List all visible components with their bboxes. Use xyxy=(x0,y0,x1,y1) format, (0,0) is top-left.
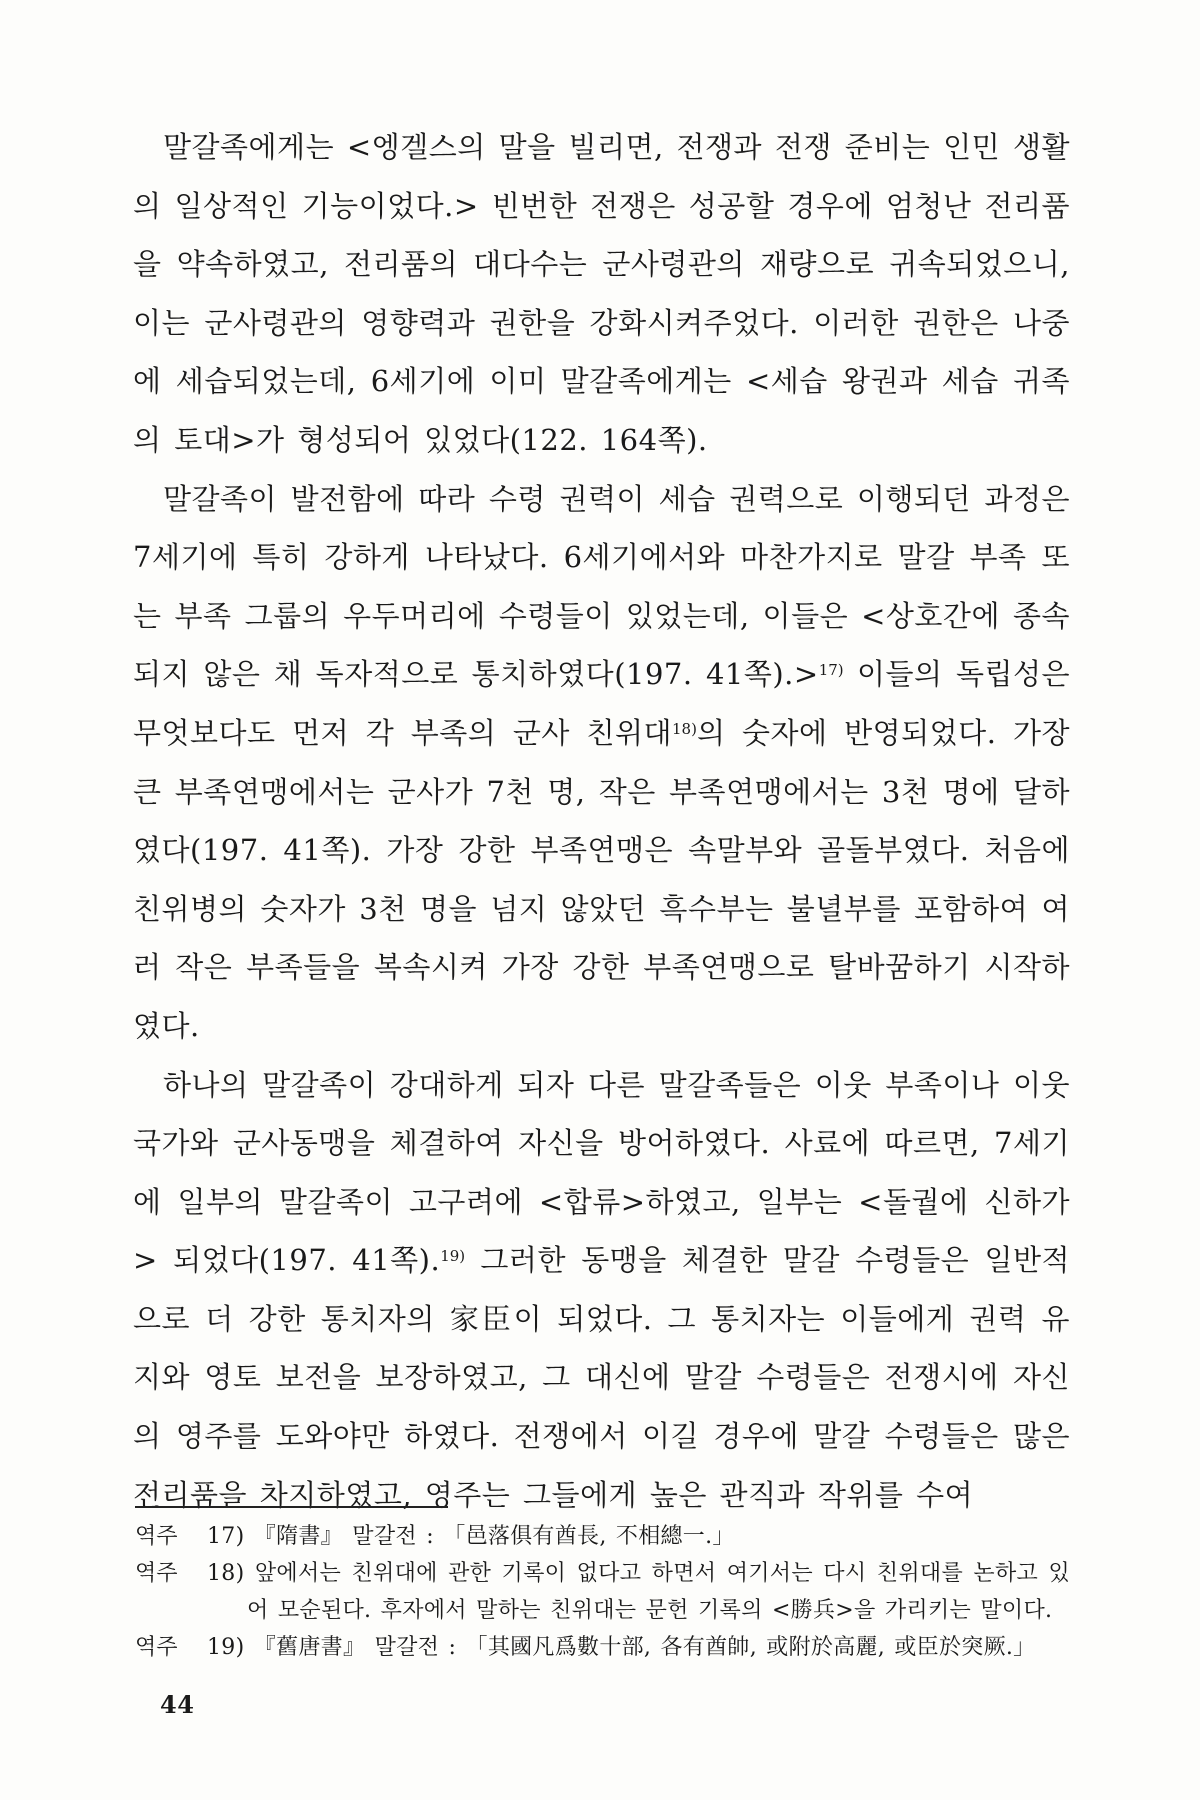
footnote-label: 역주 xyxy=(135,1524,178,1549)
footnote-label: 역주 xyxy=(135,1561,178,1586)
footnote-divider xyxy=(135,1506,448,1508)
footnote-text: 19) 『舊唐書』 말갈전 : 「其國凡爲數十部, 各有酋帥, 或附於高麗, 或臣於突厥.」 xyxy=(207,1635,1036,1660)
page-number: 44 xyxy=(160,1690,195,1719)
footnote-ref-18[interactable]: 18) xyxy=(672,719,697,738)
paragraph-text: 말갈족이 발전함에 따라 수령 권력이 세습 권력으로 이행되던 과정은 7세기에 특히 강하게 나타났다. 6세기에서와 마찬가지로 말갈 부족 또는 부족 그룹의 우두머리에 수령들이 있었는데, 이들은 <상호간에 종속되지 않은 채 독자적으로 통치하였다(197. 41쪽).> xyxy=(133,481,1070,692)
footnote-18 xyxy=(135,1555,1070,1629)
footnote-text: 17) 『隋書』 말갈전 : 「邑落俱有酋長, 不相總一.」 xyxy=(207,1524,735,1549)
paragraph-1 xyxy=(133,118,1070,470)
footnote-19 xyxy=(135,1629,1070,1666)
paragraph-2 xyxy=(133,470,1070,1056)
paragraph-text: 하나의 말갈족이 강대하게 되자 다른 말갈족들은 이웃 부족이나 이웃 국가와 군사동맹을 체결하여 자신을 방어하였다. 사료에 따르면, 7세기에 일부의 말갈족이 고구려에 <합류>하였고, 일부는 <돌궐에 신하가> 되었다(197. 41쪽). xyxy=(133,1067,1070,1278)
footnote-17 xyxy=(135,1518,1070,1555)
paragraph-text: 이들의 독립성은 무엇보다도 먼저 각 부족의 군사 친위대 xyxy=(133,657,1070,750)
footnote-ref-19[interactable]: 19) xyxy=(440,1247,466,1266)
paragraph-text: 말갈족에게는 <엥겔스의 말을 빌리면, 전쟁과 전쟁 준비는 인민 생활의 일상적인 기능이었다.> 빈번한 전쟁은 성공할 경우에 엄청난 전리품을 약속하였고, 전리품의 대다수는 군사령관의 재량으로 귀속되었으니, 이는 군사령관의 영향력과 권한을 강화시켜주었다. 이러한 권한은 나중에 세습되었는데, 6세기에 이미 말갈족에게는 <세습 왕권과 세습 귀족의 토대>가 형성되어 있었다(122. 164쪽). xyxy=(133,130,1070,457)
paragraph-text: 의 숫자에 반영되었다. 가장 큰 부족연맹에서는 군사가 7천 명, 작은 부족연맹에서는 3천 명에 달하였다(197. 41쪽). 가장 강한 부족연맹은 속말부와 골돌부였다. 처음에 친위병의 숫자가 3천 명을 넘지 않았던 흑수부는 불녈부를 포함하여 여러 작은 부족들을 복속시켜 가장 강한 부족연맹으로 탈바꿈하기 시작하였다. xyxy=(133,715,1070,1043)
footnotes xyxy=(135,1518,1070,1666)
footnote-text: 18) 앞에서는 친위대에 관한 기록이 없다고 하면서 여기서는 다시 친위대를 논하고 있어 모순된다. 후자에서 말하는 친위대는 문헌 기록의 <勝兵>을 가리키는 말이다. xyxy=(207,1561,1070,1623)
body-text xyxy=(133,118,1070,1524)
footnote-label: 역주 xyxy=(135,1635,178,1660)
footnote-ref-17[interactable]: 17) xyxy=(818,661,844,680)
paragraph-3 xyxy=(133,1056,1070,1525)
paragraph-text: 그러한 동맹을 체결한 말갈 수령들은 일반적으로 더 강한 통치자의 家臣이 되었다. 그 통치자는 이들에게 권력 유지와 영토 보전을 보장하였고, 그 대신에 말갈 수령들은 전쟁시에 자신의 영주를 도와야만 하였다. 전쟁에서 이길 경우에 말갈 수령들은 많은 전리품을 차지하였고, 영주는 그들에게 높은 관직과 작위를 수여 xyxy=(133,1243,1070,1512)
